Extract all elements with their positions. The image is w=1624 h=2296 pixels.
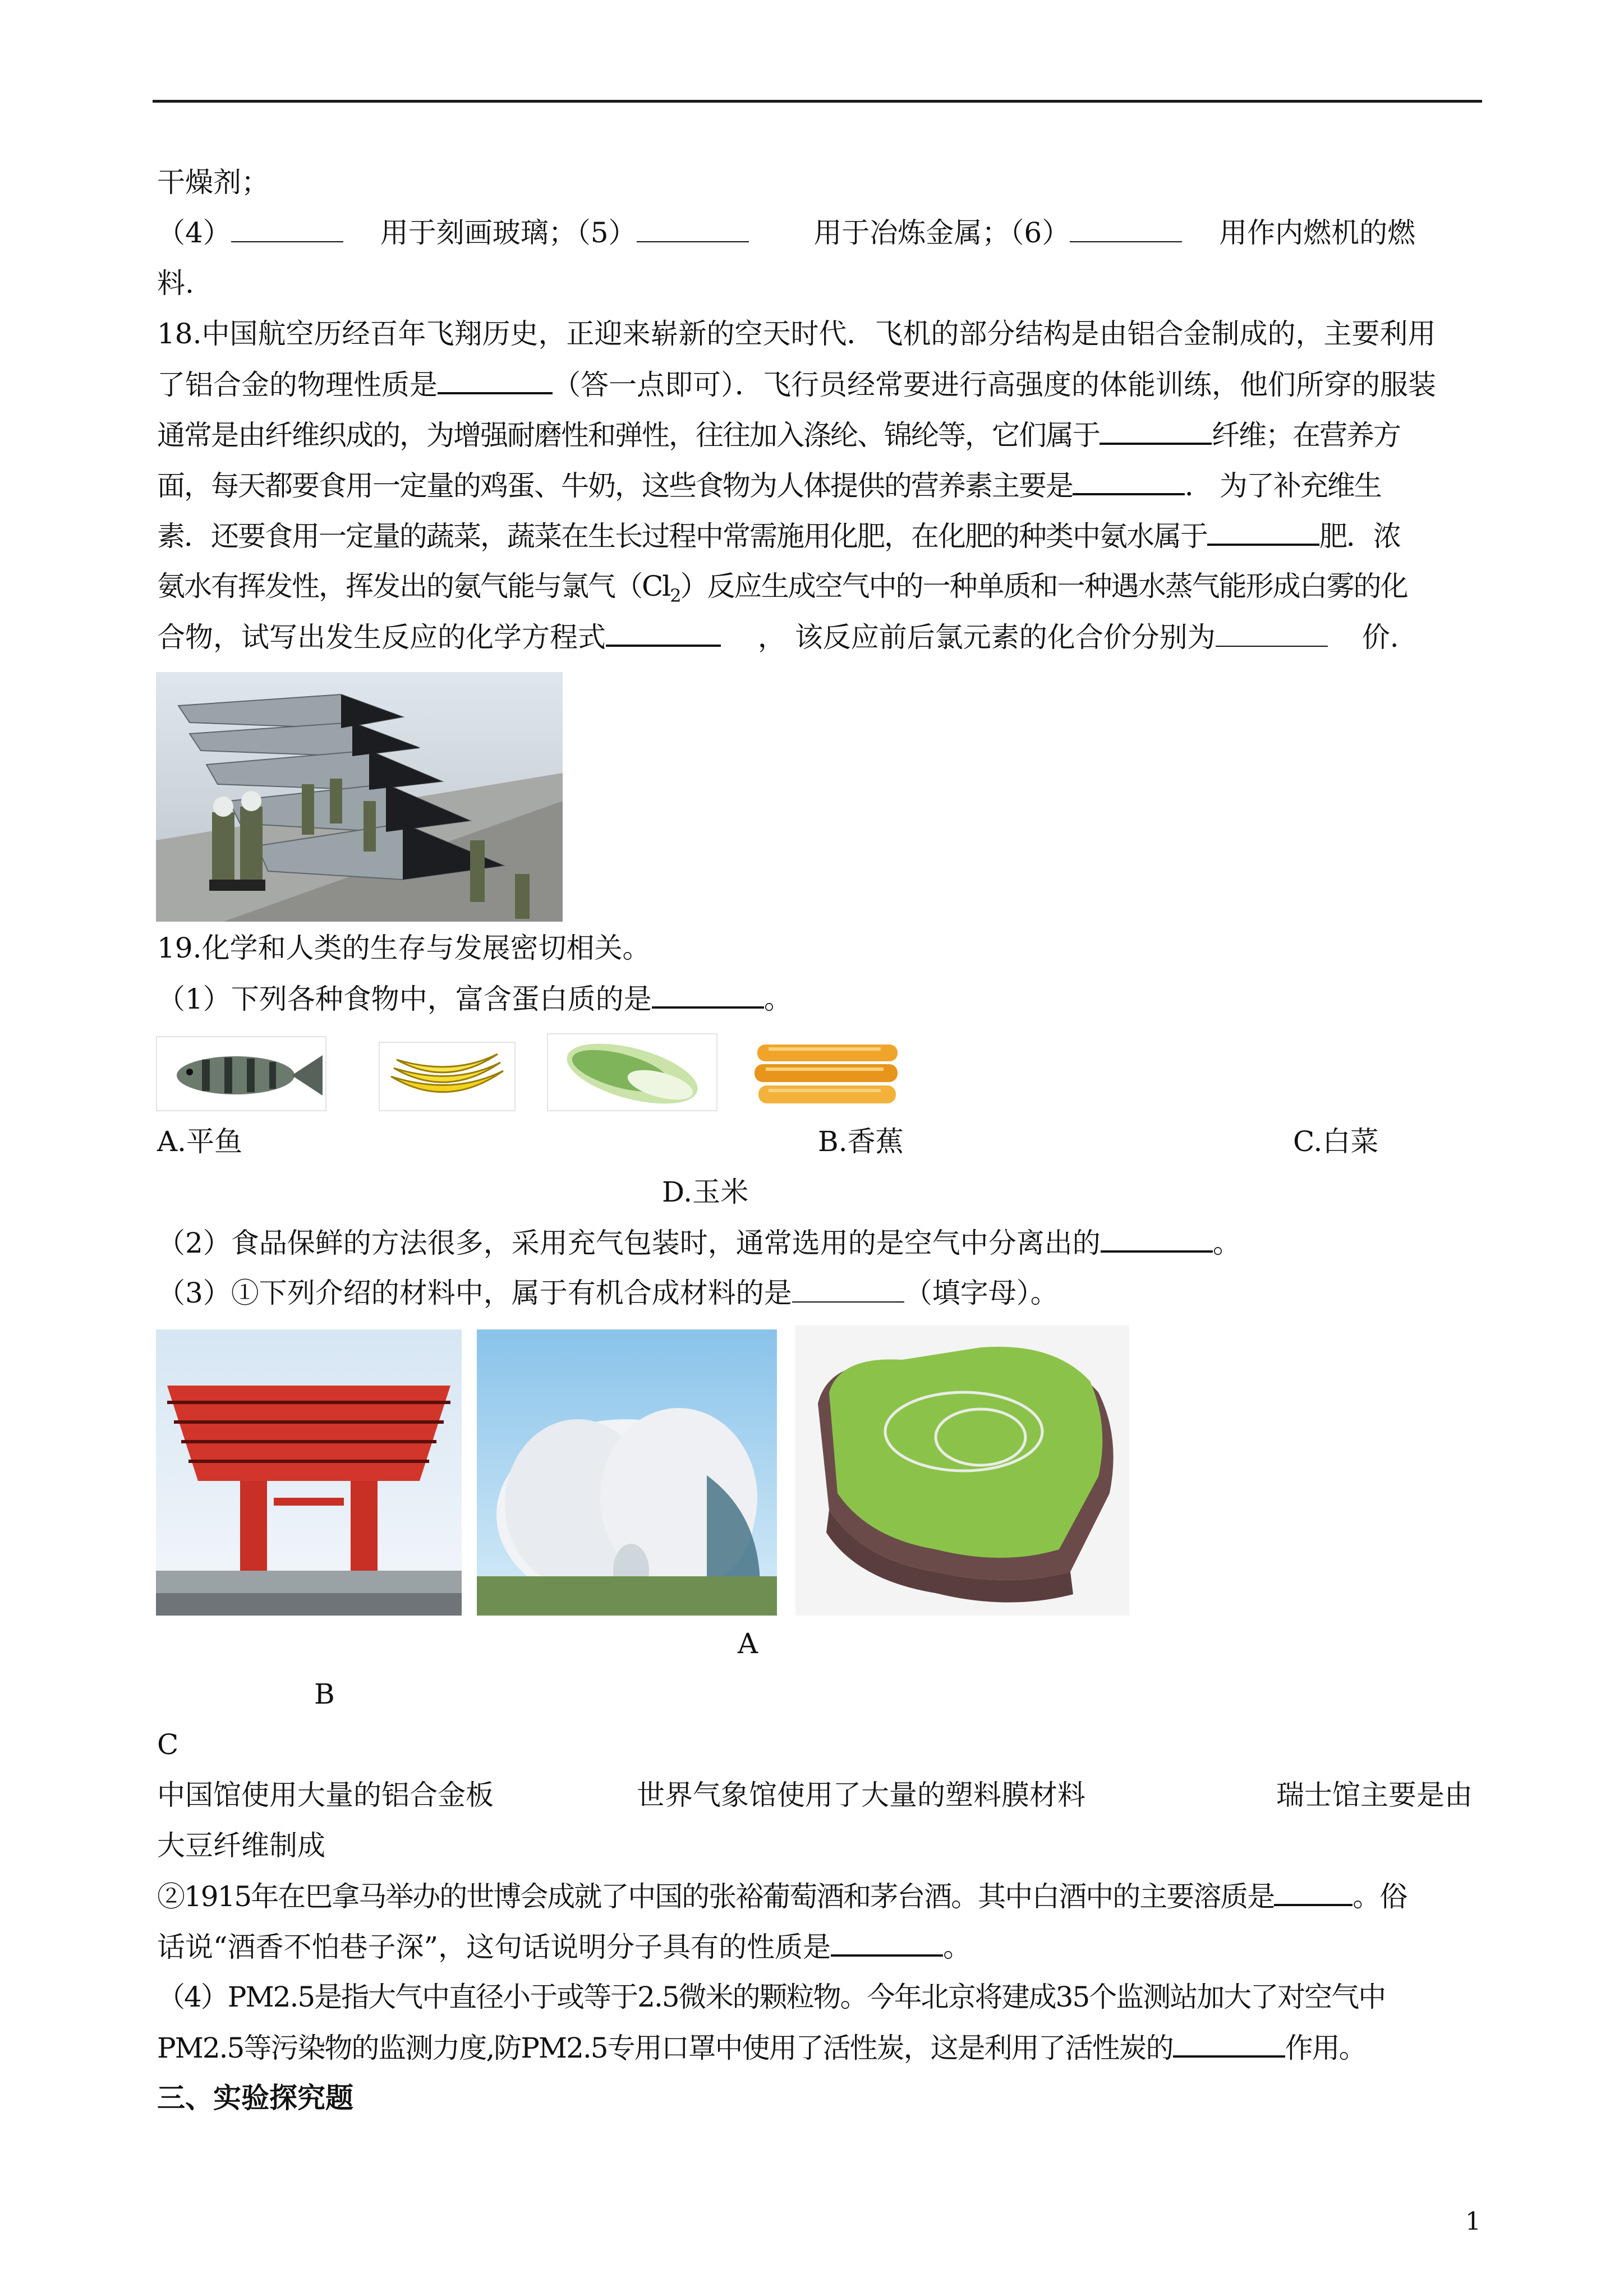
option-c[interactable]: C.白菜 bbox=[1293, 1125, 1379, 1158]
q19-blank-gas[interactable] bbox=[1101, 1226, 1213, 1253]
q18-line-4: 面，每天都要食用一定量的鸡蛋、牛奶，这些食物为人体提供的营养素主要是 ． 为了补充维生 bbox=[157, 470, 1381, 502]
q19-part-3c: 话说“酒香不怕巷子深”，这句话说明分子具有的性质是 。 bbox=[157, 1931, 972, 1963]
q18-blank-nutrient[interactable] bbox=[1073, 468, 1185, 495]
q19-blank-carbon[interactable] bbox=[1173, 2031, 1285, 2058]
q19-blank-solute[interactable] bbox=[1274, 1879, 1352, 1906]
intro-line-2: （4） 用于刻画玻璃；（5） 用于冶炼金属；（6） 用作内燃机的燃 bbox=[157, 217, 1416, 249]
banana-image bbox=[379, 1042, 516, 1111]
label-a: A bbox=[738, 1627, 758, 1660]
q19-blank-protein[interactable] bbox=[652, 982, 764, 1009]
cabbage-image bbox=[547, 1033, 717, 1111]
option-b[interactable]: B.香蕉 bbox=[818, 1125, 904, 1158]
q19-part-2: （2）食品保鲜的方法很多，采用充气包装时，通常选用的是空气中分离出的 。 bbox=[157, 1227, 1241, 1259]
china-pavilion-image bbox=[156, 1329, 462, 1616]
q18-blank-valence[interactable] bbox=[1216, 621, 1328, 647]
label-c: C bbox=[157, 1728, 179, 1761]
desc-c-cont: 大豆纤维制成 bbox=[157, 1829, 325, 1862]
desc-b: 世界气象馆使用了大量的塑料膜材料 bbox=[637, 1779, 1085, 1811]
answer-blank-4[interactable] bbox=[231, 217, 343, 242]
section-3-heading: 三、实验探究题 bbox=[157, 2081, 353, 2114]
corn-image bbox=[752, 1036, 903, 1109]
q18-blank-fiber[interactable] bbox=[1099, 418, 1212, 445]
q19-blank-molecule[interactable] bbox=[831, 1930, 943, 1957]
q19-part-4b: PM2.5等污染物的监测力度,防PM2.5专用口罩中使用了活性炭，这是利用了活性炭的 作用。 bbox=[157, 2032, 1366, 2064]
q18-line-7: 合物，试写出发生反应的化学方程式 ， 该反应前后氯元素的化合价分别为 价. bbox=[157, 621, 1399, 654]
page-number: 1 bbox=[1465, 2207, 1481, 2236]
q18-line-1: 18.中国航空历经百年飞翔历史，正迎来崭新的空天时代．飞机的部分结构是由铝合金制成的，主要利用 bbox=[157, 318, 1436, 350]
swiss-pavilion-image bbox=[795, 1325, 1129, 1616]
q18-blank-property[interactable] bbox=[438, 367, 553, 394]
q18-line-5: 素．还要食用一定量的蔬菜，蔬菜在生长过程中常需施用化肥，在化肥的种类中氨水属于 肥．浓 bbox=[157, 520, 1400, 553]
q19-part-4: （4）PM2.5是指大气中直径小于或等于2.5微米的颗粒物。今年北京将建成35个监测站加大了对空气中 bbox=[157, 1981, 1386, 2013]
q19-part-3: （3）①下列介绍的材料中，属于有机合成材料的是 （填字母）。 bbox=[157, 1277, 1059, 1309]
q18-line-2: 了铝合金的物理性质是 （答一点即可）．飞行员经常要进行高强度的体能训练，他们所穿的服装 bbox=[157, 369, 1436, 401]
answer-blank-6[interactable] bbox=[1070, 217, 1182, 242]
intro-line-3: 料. bbox=[157, 267, 194, 300]
q19-part-3b: ②1915年在巴拿马举办的世博会成就了中国的张裕葡萄酒和茅台酒。其中白酒中的主要溶质是 。俗 bbox=[157, 1880, 1407, 1913]
meteorological-pavilion-image bbox=[477, 1329, 777, 1616]
header-rule bbox=[153, 100, 1482, 103]
intro-line-1: 干燥剂； bbox=[157, 166, 269, 199]
label-b: B bbox=[314, 1678, 335, 1710]
q19-part-1: （1）下列各种食物中，富含蛋白质的是 。 bbox=[157, 983, 792, 1015]
fish-image bbox=[156, 1036, 326, 1111]
q18-line-3: 通常是由纤维织成的，为增强耐磨性和弹性，往往加入涤纶、锦纶等，它们属于 纤维；在营养方 bbox=[157, 419, 1400, 452]
answer-blank-5[interactable] bbox=[637, 217, 749, 242]
q19-blank-material[interactable] bbox=[792, 1277, 904, 1303]
option-a[interactable]: A.平鱼 bbox=[157, 1125, 243, 1158]
option-d[interactable]: D.玉米 bbox=[662, 1176, 749, 1208]
desc-a: 中国馆使用大量的铝合金板 bbox=[157, 1779, 494, 1811]
q18-blank-equation[interactable] bbox=[606, 620, 721, 647]
q18-blank-fertilizer[interactable] bbox=[1207, 519, 1319, 546]
q18-line-6: 氨水有挥发性，挥发出的氨气能与氯气$(Cl_2)$反应生成空气中的一种单质和一种遇水蒸气能形成白雾的化 bbox=[157, 570, 1407, 606]
desc-c: 瑞士馆主要是由 bbox=[1276, 1779, 1473, 1811]
fighter-jets-photo bbox=[156, 672, 563, 922]
q19-title: 19.化学和人类的生存与发展密切相关。 bbox=[157, 932, 651, 964]
